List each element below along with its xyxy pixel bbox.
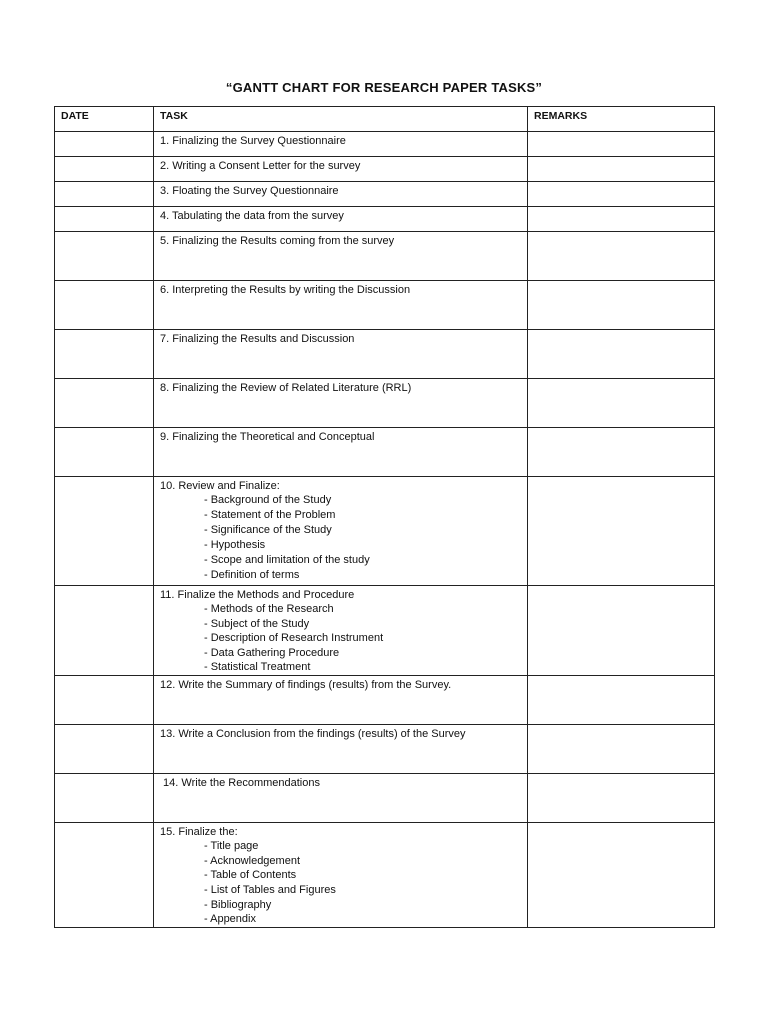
remarks-cell[interactable]	[528, 232, 715, 281]
subtask-item: - Data Gathering Procedure	[204, 646, 340, 659]
date-cell[interactable]	[55, 281, 154, 330]
task-cell: 4. Tabulating the data from the survey	[154, 207, 528, 232]
table-row	[55, 132, 715, 157]
subtask-item: - Statement of the Problem	[204, 509, 336, 521]
remarks-cell[interactable]	[528, 379, 715, 428]
task-cell	[154, 822, 528, 927]
remarks-cell[interactable]	[528, 773, 715, 822]
header-date: DATE	[55, 107, 154, 132]
table-row	[55, 773, 715, 822]
task-heading: 11. Finalize the Methods and Procedure	[160, 589, 355, 601]
subtask-item: - Appendix	[204, 913, 256, 926]
task-cell: 5. Finalizing the Results coming from the survey	[154, 232, 528, 281]
table-row	[55, 379, 715, 428]
subtask-item: - Significance of the Study	[204, 524, 332, 536]
subtask-item: - List of Tables and Figures	[204, 884, 336, 897]
date-cell[interactable]	[55, 428, 154, 477]
task-cell: 1. Finalizing the Survey Questionnaire	[154, 132, 528, 157]
table-row	[55, 330, 715, 379]
date-cell[interactable]	[55, 586, 154, 676]
task-cell: 12. Write the Summary of findings (results) from the Survey.	[154, 675, 528, 724]
subtask-item: - Table of Contents	[204, 869, 297, 882]
task-cell: 9. Finalizing the Theoretical and Conceptual	[154, 428, 528, 477]
remarks-cell[interactable]	[528, 822, 715, 927]
date-cell[interactable]	[55, 232, 154, 281]
task-cell	[154, 477, 528, 586]
table-row	[55, 157, 715, 182]
table-row	[55, 281, 715, 330]
table-row	[55, 182, 715, 207]
table-row	[55, 586, 715, 676]
date-cell[interactable]	[55, 724, 154, 773]
subtask-item: - Statistical Treatment	[204, 661, 311, 674]
subtask-list	[160, 493, 521, 583]
date-cell[interactable]	[55, 207, 154, 232]
remarks-cell[interactable]	[528, 586, 715, 676]
remarks-cell[interactable]	[528, 330, 715, 379]
subtask-list	[160, 839, 521, 927]
date-cell[interactable]	[55, 675, 154, 724]
task-cell: 7. Finalizing the Results and Discussion	[154, 330, 528, 379]
subtask-list	[160, 602, 521, 675]
date-cell[interactable]	[55, 132, 154, 157]
gantt-table	[54, 106, 715, 928]
table-row	[55, 822, 715, 927]
remarks-cell[interactable]	[528, 477, 715, 586]
task-cell: 6. Interpreting the Results by writing the Discussion	[154, 281, 528, 330]
date-cell[interactable]	[55, 379, 154, 428]
task-heading: 10. Review and Finalize:	[160, 480, 280, 492]
date-cell[interactable]	[55, 182, 154, 207]
subtask-item: - Definition of terms	[204, 569, 300, 581]
task-cell	[154, 586, 528, 676]
table-row	[55, 675, 715, 724]
table-row	[55, 232, 715, 281]
subtask-item: - Methods of the Research	[204, 603, 334, 615]
task-heading: 15. Finalize the:	[160, 825, 238, 838]
table-row	[55, 724, 715, 773]
subtask-item: - Background of the Study	[204, 494, 332, 506]
task-cell: 14. Write the Recommendations	[154, 773, 528, 822]
task-cell: 3. Floating the Survey Questionnaire	[154, 182, 528, 207]
table-row	[55, 207, 715, 232]
remarks-cell[interactable]	[528, 281, 715, 330]
header-row	[55, 107, 715, 132]
subtask-item: - Subject of the Study	[204, 617, 310, 630]
date-cell[interactable]	[55, 157, 154, 182]
remarks-cell[interactable]	[528, 675, 715, 724]
date-cell[interactable]	[55, 330, 154, 379]
table-row	[55, 477, 715, 586]
subtask-item: - Hypothesis	[204, 539, 266, 551]
task-cell: 13. Write a Conclusion from the findings (results) of the Survey	[154, 724, 528, 773]
subtask-item: - Acknowledgement	[204, 854, 300, 867]
date-cell[interactable]	[55, 477, 154, 586]
subtask-item: - Title page	[204, 839, 259, 852]
table-row	[55, 428, 715, 477]
header-task: TASK	[154, 107, 528, 132]
task-cell: 8. Finalizing the Review of Related Literature (RRL)	[154, 379, 528, 428]
subtask-item: - Bibliography	[204, 898, 272, 911]
date-cell[interactable]	[55, 822, 154, 927]
remarks-cell[interactable]	[528, 207, 715, 232]
remarks-cell[interactable]	[528, 182, 715, 207]
date-cell[interactable]	[55, 773, 154, 822]
page-title: “GANTT CHART FOR RESEARCH PAPER TASKS”	[225, 80, 543, 95]
subtask-item: - Scope and limitation of the study	[204, 554, 370, 566]
header-remarks: REMARKS	[528, 107, 715, 132]
remarks-cell[interactable]	[528, 132, 715, 157]
remarks-cell[interactable]	[528, 724, 715, 773]
subtask-item: - Description of Research Instrument	[204, 632, 384, 645]
remarks-cell[interactable]	[528, 428, 715, 477]
remarks-cell[interactable]	[528, 157, 715, 182]
task-cell: 2. Writing a Consent Letter for the survey	[154, 157, 528, 182]
